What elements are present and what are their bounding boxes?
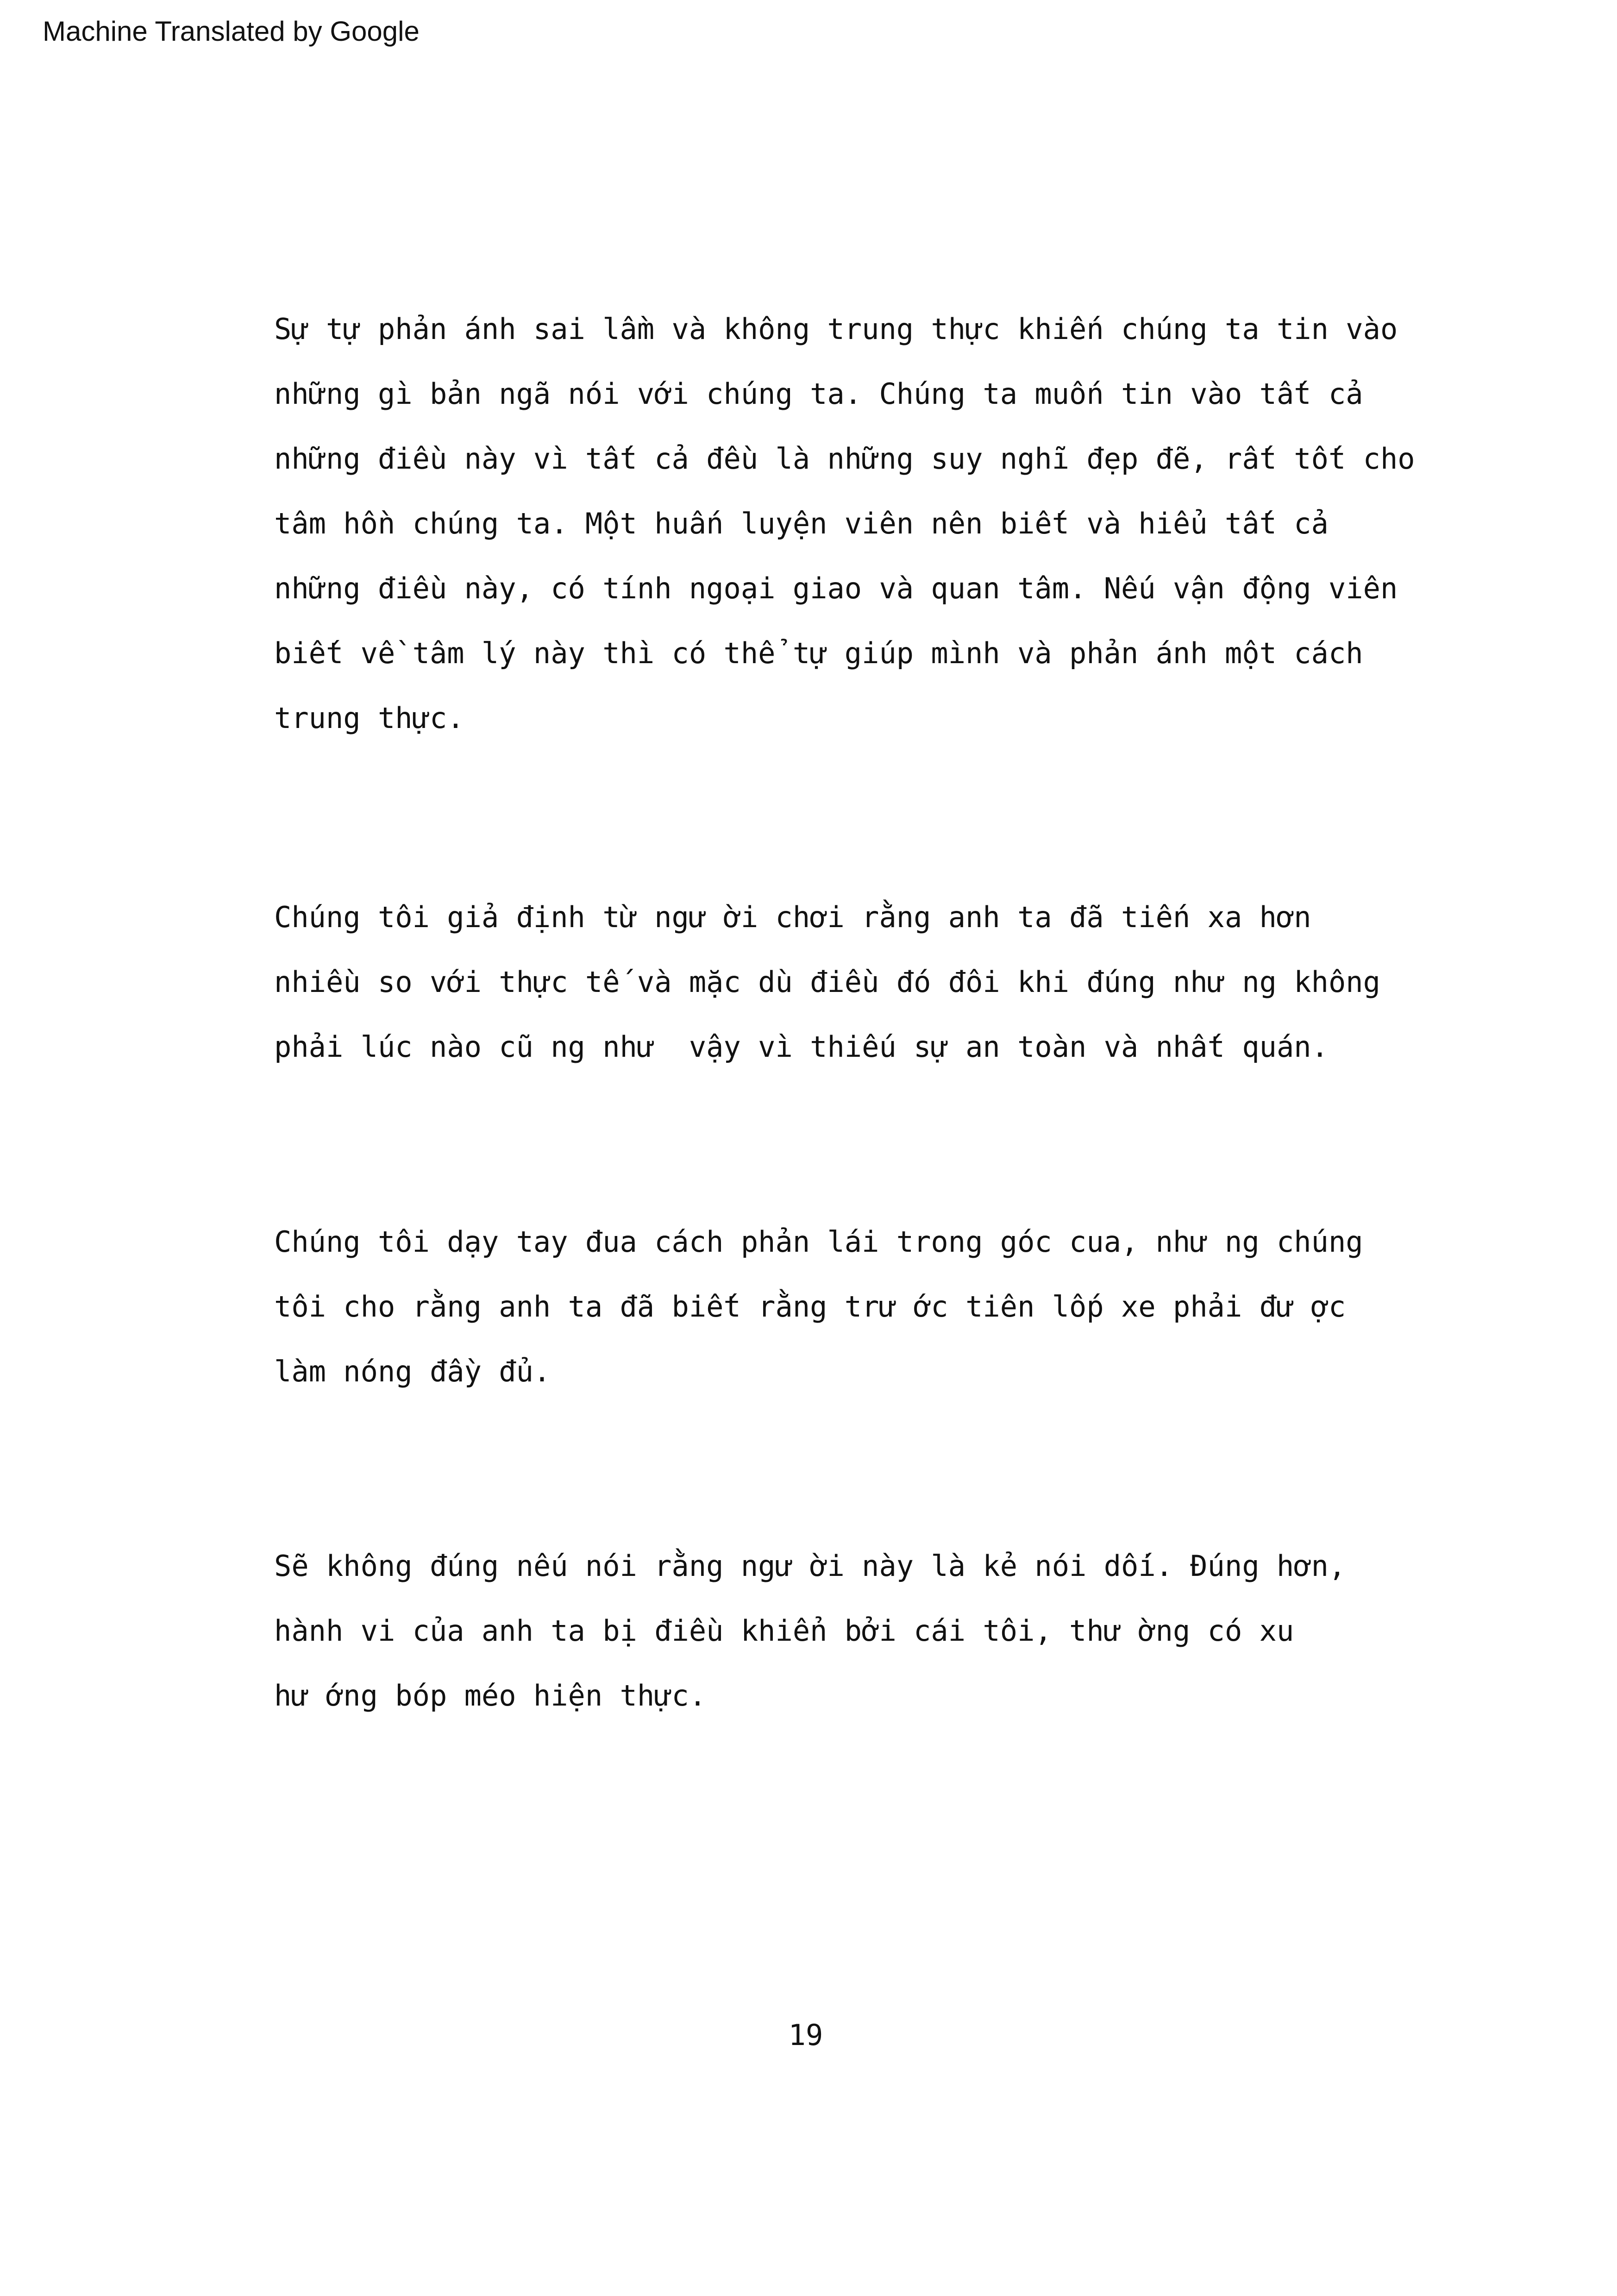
- paragraph-1: [274, 297, 1415, 751]
- text-line: Sẽ không đúng nếu nói rằng ngư ời này là kẻ nói dối. Đúng hơn,: [274, 1549, 1346, 1583]
- text-line: tâm hồn chúng ta. Một huấn luyện viên nên biết và hiểu tất cả: [274, 507, 1329, 540]
- text-line: trung thực.: [274, 701, 464, 735]
- text-line: nhiều so với thực tế và mặc dù điều đó đôi khi đúng như ng không: [274, 965, 1380, 999]
- text-line: tôi cho rằng anh ta đã biết rằng trư ớc tiên lốp xe phải đư ợc: [274, 1290, 1346, 1324]
- page-number: 19: [788, 2018, 823, 2052]
- text-line: Chúng tôi giả định từ ngư ời chơi rằng anh ta đã tiến xa hơn: [274, 900, 1311, 934]
- paragraph-4: [274, 1534, 1385, 1728]
- text-line: phải lúc nào cũ ng như vậy vì thiếu sự an toàn và nhất quán.: [274, 1030, 1329, 1064]
- machine-translation-label: Machine Translated by Google: [43, 16, 420, 47]
- text-line: những điều này vì tất cả đều là những suy nghĩ đẹp đẽ, rất tốt cho: [274, 442, 1415, 476]
- text-line: hư ớng bóp méo hiện thực.: [274, 1679, 707, 1713]
- text-line: những gì bản ngã nói với chúng ta. Chúng ta muốn tin vào tất cả: [274, 377, 1363, 411]
- text-line: Sự tự phản ánh sai lầm và không trung thực khiến chúng ta tin vào: [274, 312, 1398, 346]
- text-line: làm nóng đầy đủ.: [274, 1355, 551, 1388]
- text-line: hành vi của anh ta bị điều khiển bởi cái tôi, thư ờng có xu: [274, 1614, 1294, 1648]
- text-line: Chúng tôi dạy tay đua cách phản lái trong góc cua, như ng chúng: [274, 1225, 1363, 1259]
- paragraph-2: [274, 885, 1385, 1079]
- text-line: những điều này, có tính ngoại giao và quan tâm. Nếu vận động viên: [274, 571, 1398, 605]
- text-line: biết về tâm lý này thì có thể tự giúp mình và phản ánh một cách: [274, 636, 1363, 670]
- paragraph-3: [274, 1210, 1385, 1404]
